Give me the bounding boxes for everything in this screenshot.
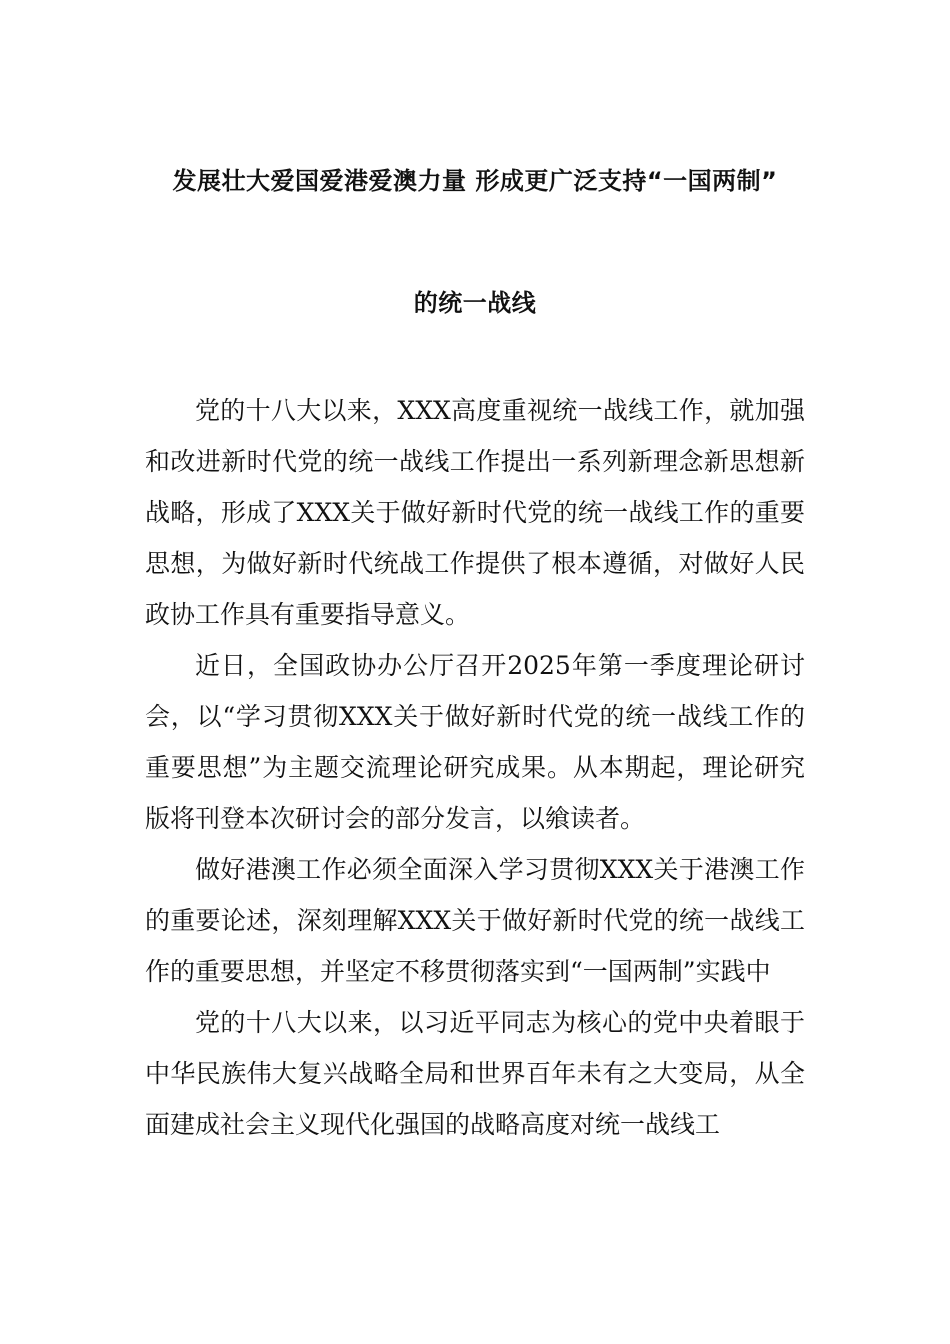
document-title-line-2: 的统一战线 [413,289,537,317]
paragraph: 党的十八大以来，以习近平同志为核心的党中央着眼于中华民族伟大复兴战略全局和世界百年未有之大变局，从全面建成社会主义现代化强国的战略高度对统一战线工 [145,1008,805,1139]
document-body [145,385,805,1150]
paragraph: 党的十八大以来，XXX高度重视统一战线工作，就加强和改进新时代党的统一战线工作提出一系列新理念新思想新战略，形成了XXX关于做好新时代党的统一战线工作的重要思想，为做好新时代统战工作提供了根本遵循，对做好人民政协工作具有重要指导意义。 [145,396,805,629]
paragraph: 近日，全国政协办公厅召开2025年第一季度理论研讨会，以“学习贯彻XXX关于做好新时代党的统一战线工作的重要思想”为主题交流理论研究成果。从本期起，理论研究版将刊登本次研讨会的部分发言，以飨读者。 [145,651,805,833]
document-title-line-1: 发展壮大爱国爱港爱澳力量 形成更广泛支持“一国两制” [172,167,778,195]
paragraph: 做好港澳工作必须全面深入学习贯彻XXX关于港澳工作的重要论述，深刻理解XXX关于做好新时代党的统一战线工作的重要思想，并坚定不移贯彻落实到“一国两制”实践中 [145,855,805,986]
